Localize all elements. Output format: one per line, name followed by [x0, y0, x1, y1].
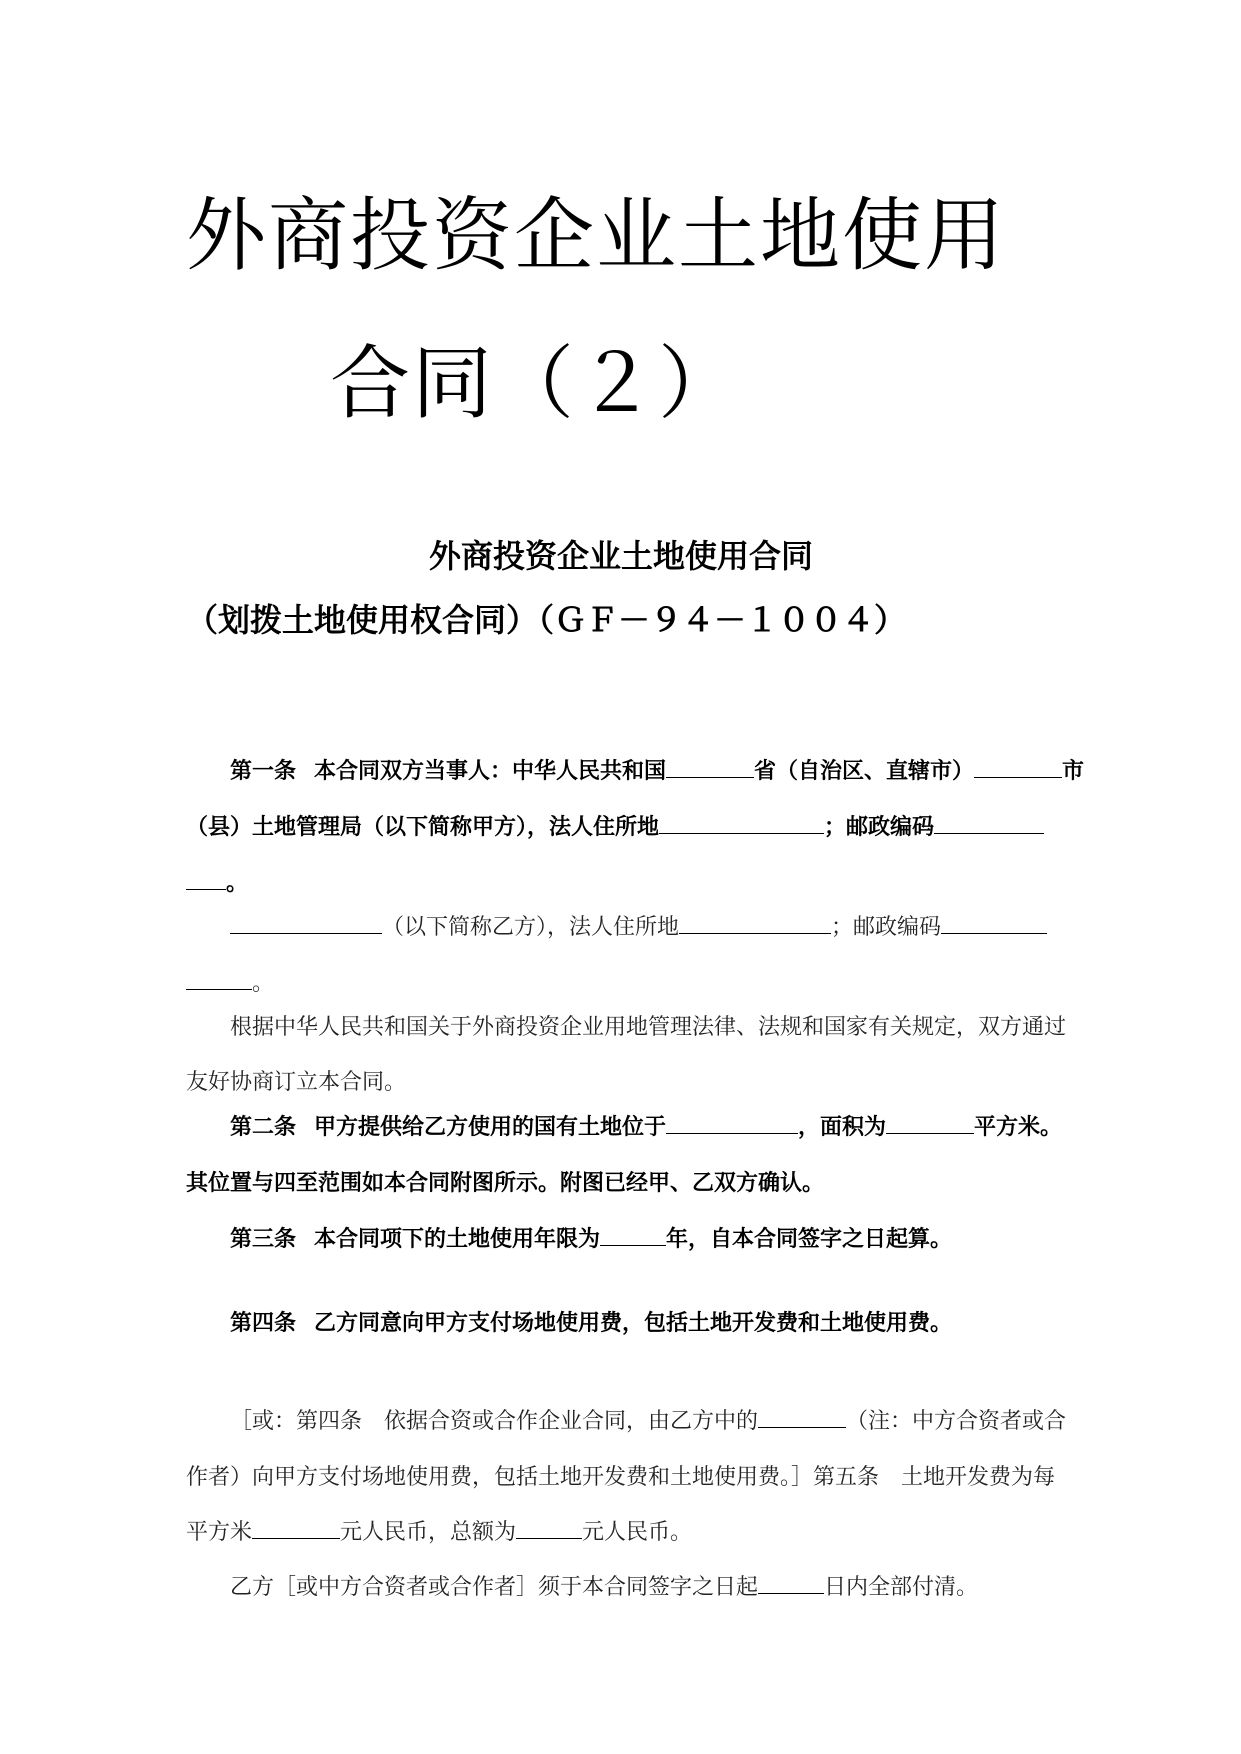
article-4 — [186, 1296, 1110, 1352]
article-4-alt-line2: 作者）向甲方支付场地使用费，包括土地开发费和土地使用费。］第五条 土地开发费为每 — [186, 1465, 1056, 1490]
article-5-line — [186, 1505, 1066, 1561]
article-text: 平方米。 — [974, 1115, 1063, 1140]
basis-line2: 友好协商订立本合同。 — [186, 1070, 407, 1095]
contract-code: （划拨土地使用权合同）（ＧＦ－９４－１００４） — [186, 601, 907, 639]
blank-field[interactable] — [186, 967, 252, 990]
blank-field[interactable] — [666, 1111, 798, 1134]
article-text: 乙方同意向甲方支付场地使用费，包括土地开发费和土地使用费。 — [314, 1311, 953, 1336]
article-1-line2 — [186, 800, 1066, 856]
article-text: ［或：第四条 依据合资或合作企业合同，由乙方中的 — [230, 1409, 759, 1434]
payment-text: 乙方［或中方合资者或合作者］须于本合同签字之日起 — [230, 1575, 759, 1600]
blank-field[interactable] — [186, 867, 226, 890]
article-text: 本合同双方当事人：中华人民共和国 — [314, 759, 667, 784]
blank-field[interactable] — [252, 1516, 340, 1539]
article-2-line2: 其位置与四至范围如本合同附图所示。附图已经甲、乙双方确认。 — [186, 1171, 825, 1196]
blank-field[interactable] — [886, 1111, 974, 1134]
article-label: 第一条 — [230, 759, 297, 784]
article-text: 本合同项下的土地使用年限为 — [314, 1227, 601, 1252]
blank-field[interactable] — [941, 911, 1047, 934]
blank-field[interactable] — [659, 811, 824, 834]
article-2-line1 — [186, 1100, 1110, 1156]
article-text: 平方米 — [186, 1520, 253, 1545]
blank-field[interactable] — [516, 1516, 582, 1539]
payment-line — [186, 1560, 1110, 1616]
blank-field[interactable] — [974, 755, 1062, 778]
article-text: （注：中方合资者或合 — [846, 1409, 1067, 1434]
article-4-alt-line1 — [186, 1394, 1110, 1450]
blank-field[interactable] — [600, 1223, 666, 1246]
article-text: ；邮政编码 — [824, 815, 935, 840]
article-text: 元人民币。 — [582, 1520, 693, 1545]
blank-field[interactable] — [666, 755, 754, 778]
basis-line1: 根据中华人民共和国关于外商投资企业用地管理法律、法规和国家有关规定，双方通过 — [230, 1015, 1067, 1040]
article-text: 。 — [226, 871, 249, 896]
blank-field[interactable] — [934, 811, 1044, 834]
article-label: 第四条 — [230, 1311, 297, 1336]
article-text: 市 — [1062, 759, 1085, 784]
document-title-line2: 合同（２） — [330, 337, 740, 430]
blank-field[interactable] — [230, 911, 382, 934]
blank-field[interactable] — [679, 911, 831, 934]
blank-field[interactable] — [758, 1571, 824, 1594]
article-1-line1 — [186, 744, 1110, 800]
party-b-text: 。 — [252, 971, 275, 996]
contract-title: 外商投资企业土地使用合同 — [428, 537, 813, 575]
document-title-line1: 外商投资企业土地使用 — [186, 189, 1006, 282]
party-b-text: （以下简称乙方），法人住所地 — [382, 915, 680, 940]
blank-field[interactable] — [758, 1405, 846, 1428]
article-text: 省（自治区、直辖市） — [754, 759, 975, 784]
article-label: 第三条 — [230, 1227, 297, 1252]
article-3 — [186, 1212, 1110, 1268]
party-b-text: ；邮政编码 — [831, 915, 942, 940]
article-text: 元人民币，总额为 — [340, 1520, 517, 1545]
article-text: ，面积为 — [798, 1115, 887, 1140]
article-label: 第二条 — [230, 1115, 297, 1140]
article-text: 甲方提供给乙方使用的国有土地位于 — [314, 1115, 667, 1140]
payment-text: 日内全部付清。 — [824, 1575, 979, 1600]
article-text: 年，自本合同签字之日起算。 — [666, 1227, 953, 1252]
party-b-line1 — [186, 900, 1110, 956]
article-text: （县）土地管理局（以下简称甲方），法人住所地 — [186, 815, 660, 840]
